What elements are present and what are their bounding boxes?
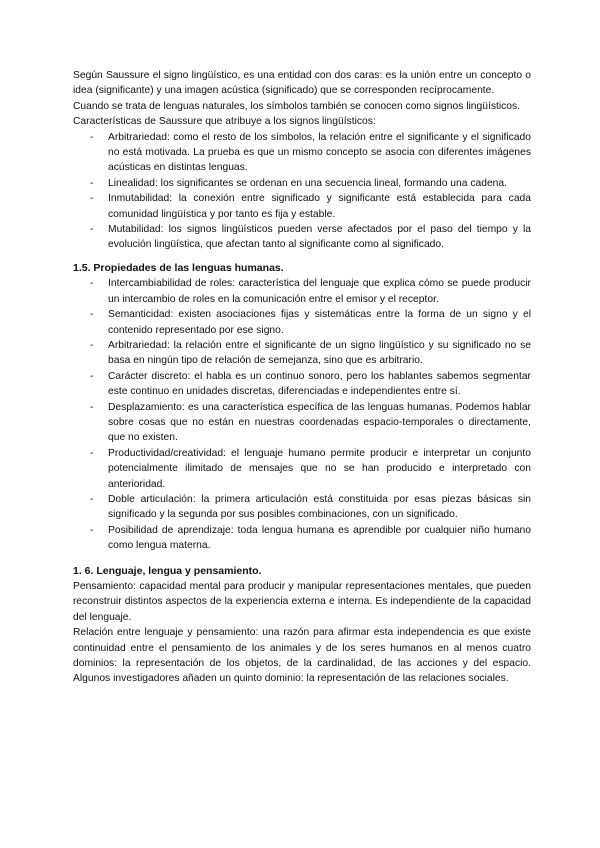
list-item	[73, 222, 531, 253]
list-item	[73, 523, 531, 554]
list-item	[73, 369, 531, 400]
list-item-text: Doble articulación: la primera articulación está constituida por esas piezas básicas sin significado y la segunda por sus posibles combinaciones, con un significado.	[108, 493, 531, 521]
list-item-text: Desplazamiento: es una característica específica de las lenguas humanas. Podemos hablar sobre cosas que no están en nuestras coordenadas espacio-temporales o directamente, que no existen.	[108, 401, 531, 444]
list-item	[73, 446, 531, 492]
bullet-dash: -	[90, 370, 94, 382]
list-item	[73, 130, 531, 176]
bullet-dash: -	[90, 339, 94, 351]
bullet-dash: -	[90, 493, 94, 505]
paragraph-pensamiento: Pensamiento: capacidad mental para producir y manipular representaciones mentales, que pueden reconstruir distintos aspectos de la experiencia externa e interna. Es independiente de la capacidad del lenguaje.	[73, 581, 531, 623]
paragraph-relacion-lenguaje-pensamiento: Relación entre lenguaje y pensamiento: una razón para afirmar esta independencia es que existe continuidad entre el pensamiento de los animales y de los seres humanos en al menos cuatro dominios: la representación de los objetos, de la cardinalidad, de las acciones y del espacio. Algunos investigadores añaden un quinto dominio: la representación de las relaciones sociales.	[73, 627, 531, 685]
section-heading-1-6: 1. 6. Lenguaje, lengua y pensamiento.	[73, 564, 262, 577]
list-item	[73, 191, 531, 222]
list-item	[73, 338, 531, 369]
bullet-dash: -	[90, 309, 94, 321]
bullet-dash: -	[90, 401, 94, 413]
bullet-dash: -	[90, 447, 94, 459]
intro-paragraph-saussure: Según Saussure el signo lingüístico, es una entidad con dos caras: es la unión entre un concepto o idea (significante) y una imagen acústica (significado) que se corresponden recíprocamente.	[73, 70, 531, 97]
bullet-dash: -	[90, 193, 94, 205]
list-item	[73, 276, 531, 307]
list-item	[73, 492, 531, 523]
list-item-text: Posibilidad de aprendizaje: toda lengua humana es aprendible por cualquier niño humano como lengua materna.	[108, 524, 531, 552]
bullet-dash: -	[90, 224, 94, 236]
list-item-text: Arbitrariedad: como el resto de los símbolos, la relación entre el significante y el significado no está motivada. La prueba es que un mismo concepto se asocia con diferentes imágenes acústicas en distintas lenguas.	[108, 131, 531, 174]
document-page	[73, 68, 531, 687]
section-heading-1-5: 1.5. Propiedades de las lenguas humanas.	[73, 261, 284, 274]
intro-paragraph-natural-languages: Cuando se trata de lenguas naturales, los símbolos también se conocen como signos lingüísticos.	[73, 100, 521, 112]
list-item-text: Linealidad: los significantes se ordenan en una secuencia lineal, formando una cadena.	[108, 177, 507, 189]
list-item	[73, 400, 531, 446]
human-language-properties-list	[73, 276, 531, 553]
list-item-text: Mutabilidad: los signos lingüísticos pueden verse afectados por el paso del tiempo y la evolución lingüística, que afectan tanto al significante como al significado.	[108, 224, 531, 251]
list-item-text: Carácter discreto: el habla es un continuo sonoro, pero los hablantes sabemos segmentar este continuo en unidades discretas, diferenciadas e independientes entre sí.	[108, 370, 531, 398]
list-item	[73, 307, 531, 338]
bullet-dash: -	[90, 278, 94, 290]
list-item-text: Inmutabilidad: la conexión entre significado y significante está establecida para cada comunidad lingüística y por tanto es fija y estable.	[108, 193, 531, 220]
list-item-text: Semanticidad: existen asociaciones fijas y sistemáticas entre la forma de un signo y el contenido representado por ese signo.	[108, 309, 531, 336]
list-item-text: Intercambiabilidad de roles: característica del lenguaje que explica cómo se puede producir un intercambio de roles en la comunicación entre el emisor y el receptor.	[108, 278, 531, 305]
list-item-text: Productividad/creatividad: el lenguaje humano permite producir e interpretar un conjunto potencialmente ilimitado de mensajes que no se han producido e interpretado con anterioridad.	[108, 447, 531, 490]
bullet-dash: -	[90, 131, 94, 143]
intro-paragraph-characteristics: Características de Saussure que atribuye a los signos lingüísticos:	[73, 116, 376, 128]
list-item-text: Arbitrariedad: la relación entre el significante de un signo lingüístico y su significado no se basa en ningún tipo de relación de semejanza, sino que es arbitrario.	[108, 339, 531, 367]
saussure-characteristics-list	[73, 130, 531, 253]
bullet-dash: -	[90, 524, 94, 536]
list-item	[73, 176, 531, 191]
bullet-dash: -	[90, 177, 94, 189]
